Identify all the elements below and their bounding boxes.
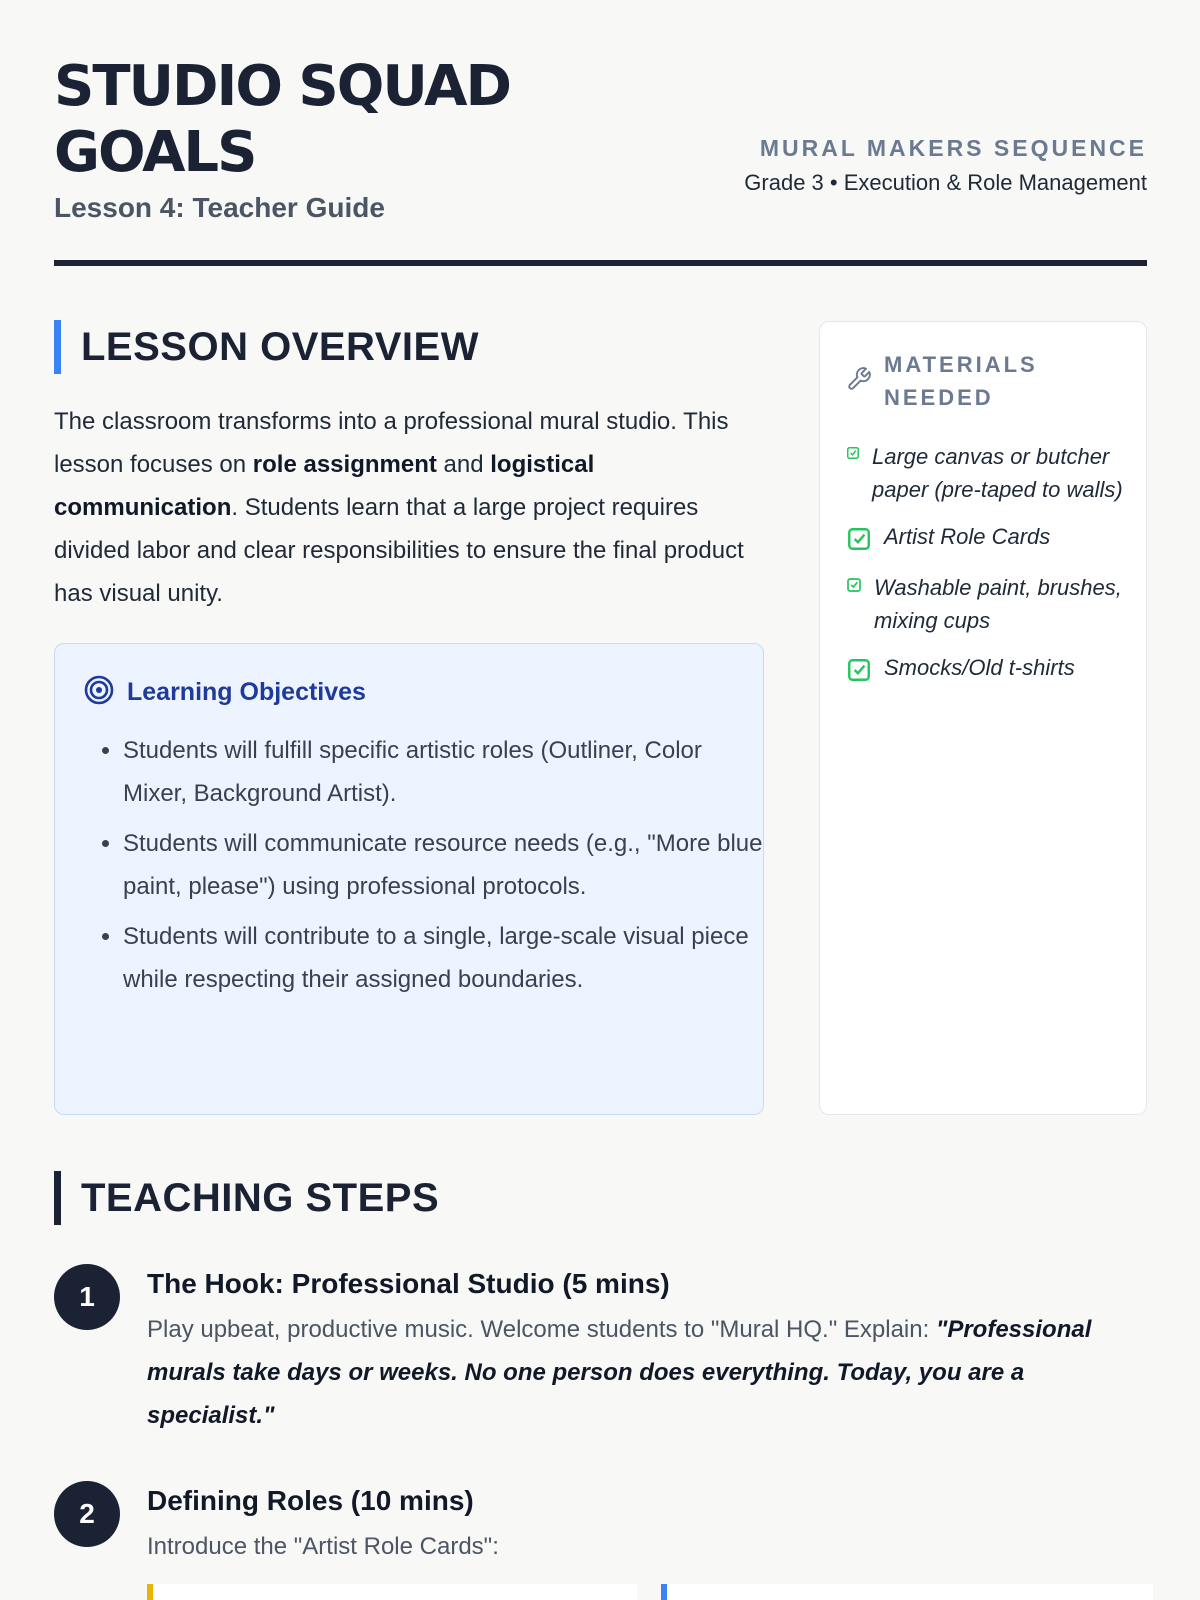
learning-objectives-box bbox=[54, 643, 764, 1115]
step-desc-text: Play upbeat, productive music. Welcome students to "Mural HQ." Explain: bbox=[147, 1316, 936, 1343]
page-title: STUDIO SQUAD GOALS bbox=[54, 54, 510, 185]
heading-accent-bar bbox=[54, 320, 61, 374]
lesson-guide-page bbox=[54, 0, 1147, 1600]
wrench-icon bbox=[846, 366, 872, 397]
material-item bbox=[846, 440, 1136, 506]
step-title: The Hook: Professional Studio (5 mins) bbox=[147, 1268, 670, 1299]
step-description bbox=[147, 1308, 1147, 1437]
overview-bold-2: logistical communication bbox=[54, 451, 595, 521]
material-item bbox=[846, 651, 1136, 688]
materials-panel bbox=[819, 321, 1147, 1115]
target-icon bbox=[83, 674, 115, 711]
checkbox-icon bbox=[846, 446, 860, 465]
step-desc-text: Introduce the "Artist Role Cards": bbox=[147, 1533, 499, 1560]
objective-item: • Students will contribute to a single, large-scale visual piece while respecting their assigned boundaries. bbox=[123, 915, 763, 1001]
grade-meta: Grade 3 • Execution & Role Management bbox=[744, 170, 1147, 195]
step-title: Defining Roles (10 mins) bbox=[147, 1485, 474, 1516]
teaching-title: TEACHING STEPS bbox=[81, 1175, 440, 1220]
materials-heading: MATERIALS NEEDED bbox=[884, 352, 1038, 410]
material-item bbox=[846, 520, 1136, 557]
header-divider bbox=[54, 260, 1147, 266]
step-number-badge: 2 bbox=[54, 1481, 120, 1547]
material-text: Large canvas or butcher paper (pre-taped to walls) bbox=[872, 444, 1123, 502]
step-description bbox=[147, 1525, 1147, 1568]
objectives-header bbox=[83, 674, 366, 711]
page-subtitle: Lesson 4: Teacher Guide bbox=[54, 192, 385, 223]
material-text: Artist Role Cards bbox=[884, 524, 1051, 549]
objectives-list bbox=[91, 729, 763, 1008]
objective-item: • Students will fulfill specific artistic roles (Outliner, Color Mixer, Background Artist). bbox=[123, 729, 763, 815]
objective-item: • Students will communicate resource needs (e.g., "More blue paint, please") using professional protocols. bbox=[123, 822, 763, 908]
overview-text-3: . Students learn that a large project requires divided labor and clear responsibilities to ensure the final product has visual unity. bbox=[54, 494, 744, 607]
teaching-heading bbox=[54, 1171, 439, 1225]
material-text: Smocks/Old t-shirts bbox=[884, 655, 1075, 680]
materials-header bbox=[846, 348, 1084, 414]
overview-text bbox=[54, 400, 774, 615]
objectives-heading: Learning Objectives bbox=[127, 678, 366, 706]
heading-accent-bar bbox=[54, 1171, 61, 1225]
series-name: MURAL MAKERS SEQUENCE bbox=[759, 135, 1147, 161]
step-quote: "Professional murals take days or weeks. No one person does everything. Today, you are a specialist." bbox=[147, 1316, 1092, 1429]
material-text: Washable paint, brushes, mixing cups bbox=[874, 575, 1122, 633]
overview-heading bbox=[54, 320, 479, 374]
overview-text-2: and bbox=[436, 451, 491, 478]
role-card bbox=[147, 1584, 637, 1600]
overview-text-1: The classroom transforms into a professional mural studio. This lesson focuses on bbox=[54, 408, 729, 478]
series-info bbox=[727, 132, 1147, 200]
checkbox-icon bbox=[846, 526, 872, 557]
overview-bold-1: role assignment bbox=[252, 451, 437, 478]
material-item bbox=[846, 571, 1136, 637]
checkbox-icon bbox=[846, 577, 862, 598]
checkbox-icon bbox=[846, 657, 872, 688]
role-card bbox=[661, 1584, 1153, 1600]
materials-list bbox=[846, 440, 1136, 702]
step-number-badge: 1 bbox=[54, 1264, 120, 1330]
overview-title: LESSON OVERVIEW bbox=[81, 324, 479, 369]
